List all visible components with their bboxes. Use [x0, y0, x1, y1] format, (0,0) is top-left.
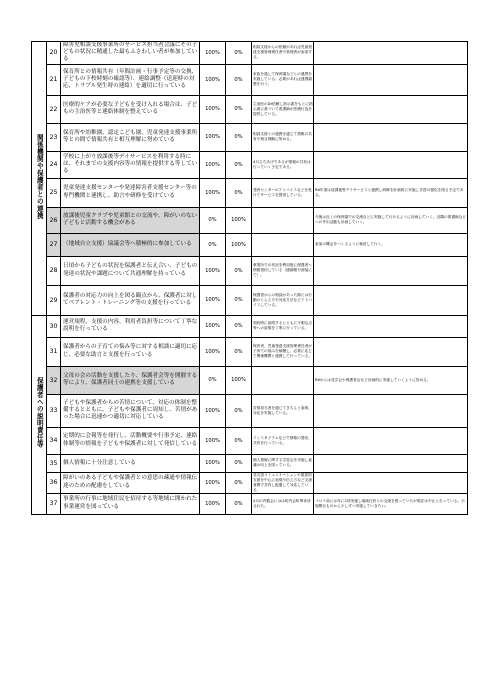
- item-text: 個人情報に十分注意している: [61, 454, 200, 472]
- yes-percent: 100%: [200, 337, 226, 366]
- no-percent: 0%: [226, 64, 252, 95]
- comment-text: [252, 207, 314, 233]
- row-number: 35: [47, 454, 61, 472]
- table-row: [32, 207, 468, 233]
- no-percent: 100%: [226, 366, 252, 394]
- self-evaluation-table: [31, 41, 468, 515]
- yes-percent: 100%: [200, 427, 226, 454]
- no-percent: 0%: [226, 256, 252, 285]
- item-text: 定期的に会報等を発行し、活動概要や行事予定、連絡体制等の情報を子どもや保護者に対して発信している: [61, 427, 200, 454]
- row-number: 21: [47, 64, 61, 95]
- item-text: 障がいのある子どもや保護者との意思の疎通や情報伝達のための配慮をしている: [61, 472, 200, 493]
- row-number: 20: [47, 42, 61, 65]
- improvement-plan: R6からは見学会や保護者会など計画的に実施していくように努める。: [314, 366, 468, 394]
- comment-text: 非言語コミュニケーションや視覚的支援を中心に表現や伝え方など支援者間で共有し配慮して対応している。: [253, 472, 312, 492]
- comment-text: 家族を通して保育園などとの連携を実施している。必要があれば連携調整を行う。: [252, 64, 314, 95]
- table-row: [32, 394, 468, 427]
- table-row: [32, 42, 468, 65]
- category-cell: [32, 315, 47, 514]
- improvement-plan: 参加の機会をつくるように検討して行く。: [314, 233, 468, 256]
- row-number: 30: [47, 315, 61, 337]
- table-row: [32, 64, 468, 95]
- item-text: 運営規程、支援の内容、利用者負担等について丁寧な説明を行っている: [61, 315, 200, 337]
- improvement-plan: [314, 394, 468, 427]
- yes-percent: 100%: [200, 42, 226, 65]
- comment-text: 相談支援との連携を通じて情報の共有や相互理解に努める。: [252, 123, 314, 151]
- category-label: 保護者への説明責任等: [35, 377, 44, 449]
- comment-text: 苦情担当者を通じてきちんと説明、対応を実施している。: [252, 394, 314, 427]
- item-text: （地域自立支援）協議会等へ積極的に参加している: [61, 233, 200, 256]
- comment-text: 4月立ちあげであるが情報の共有は行っていく予定である。: [252, 151, 314, 178]
- yes-percent: 0%: [200, 233, 226, 256]
- yes-percent: 100%: [200, 472, 226, 493]
- improvement-plan: [314, 123, 468, 151]
- row-number: 33: [47, 394, 61, 427]
- no-percent: 0%: [226, 42, 252, 65]
- improvement-plan: [314, 315, 468, 337]
- improvement-plan: [314, 256, 468, 285]
- table-row: [32, 233, 468, 256]
- table-row: [32, 256, 468, 285]
- yes-percent: 100%: [200, 178, 226, 207]
- no-percent: 0%: [226, 427, 252, 454]
- comment-text: [252, 366, 314, 394]
- table-row: [32, 315, 468, 337]
- yes-percent: 100%: [200, 454, 226, 472]
- row-number: 24: [47, 151, 61, 178]
- row-number: 28: [47, 256, 61, 285]
- category-label: 関係機関や保護者との連携: [35, 133, 44, 219]
- table-row: [32, 151, 468, 178]
- item-text: 保育所との情報共有（年間計画・行事予定等の交換、子どもの下校時刻の確認等）、連絡調整（送迎時の対応、トラブル発生時の連絡）を適切に行っている: [61, 64, 200, 95]
- no-percent: 100%: [226, 233, 252, 256]
- improvement-plan: [314, 427, 468, 454]
- no-percent: 0%: [226, 95, 252, 123]
- table-row: [32, 366, 468, 394]
- improvement-plan: [314, 337, 468, 366]
- comment-text: 個人情報に関する学習会を実施し意識の向上を図っている。: [252, 454, 314, 472]
- comment-text: 事業所での状況を利用後に保護者へ情報発信している（連絡帳や面接にて）。: [252, 256, 314, 285]
- improvement-plan: [314, 454, 468, 472]
- table-row: [32, 472, 468, 493]
- comment-text: 4月の内覧会にはは町内会町華来所された。: [252, 493, 314, 514]
- no-percent: 0%: [226, 315, 252, 337]
- table-row: [32, 285, 468, 315]
- table-row: [32, 95, 468, 123]
- no-percent: 0%: [226, 123, 252, 151]
- comment-text: 契約時に説明するとともに不明な点等への説明を丁寧に行っている。: [252, 315, 314, 337]
- yes-percent: 100%: [200, 151, 226, 178]
- table-row: [32, 493, 468, 514]
- row-number: 34: [47, 427, 61, 454]
- row-number: 25: [47, 178, 61, 207]
- yes-percent: 100%: [200, 64, 226, 95]
- item-text: 児童発達支援センターや発達障害者支援センター等の専門機関と連携し、助言や研修を受けている: [61, 178, 200, 207]
- no-percent: 0%: [226, 493, 252, 514]
- row-number: 26: [47, 207, 61, 233]
- yes-percent: 100%: [200, 123, 226, 151]
- table-row: [32, 178, 468, 207]
- item-text: 医療的ケアが必要な子どもを受け入れる場合は、子どもの主治医等と連絡体制を整えている: [61, 95, 200, 123]
- row-number: 37: [47, 493, 61, 514]
- improvement-plan: [314, 42, 468, 65]
- comment-text: 主治医のDr依頼し指示書をもとに指示書に基づいて看護師が医療行為を提供している。: [252, 95, 314, 123]
- comment-text: 相談支援からの依頼があれば児童発達支援管理責任者や管理者が参加する。: [252, 42, 314, 65]
- row-number: 32: [47, 366, 61, 394]
- item-text: 日頃から子どもの状況を保護者と伝え合い、子どもの発達の状況や課題について共通理解を持っている: [61, 256, 200, 285]
- no-percent: 0%: [226, 394, 252, 427]
- comment-text: インスタグラムなどで情報の発信、共有を行っている。: [252, 427, 314, 454]
- improvement-plan: [314, 285, 468, 315]
- row-number: 27: [47, 233, 61, 256]
- yes-percent: 100%: [200, 256, 226, 285]
- yes-percent: 0%: [200, 207, 226, 233]
- item-text: 放課後児童クラブや児童館との交流や、障がいのない子どもと活動する機会がある: [61, 207, 200, 233]
- table-row: [32, 337, 468, 366]
- no-percent: 100%: [226, 207, 252, 233]
- item-text: 事業所の行事に地域住民を招待する等地域に開かれた事業運営を図っている: [61, 493, 200, 514]
- item-text: 子どもや保護者からの苦情について、対応の体制を整備するとともに、子どもや保護者に周知し、苦情があった場合に迅速かつ適切に対応している: [61, 394, 200, 427]
- improvement-plan: R6年度は放課後等デイサービスと連携し研修を計画的に実施し学習の強化を図る予定である。: [314, 178, 468, 207]
- no-percent: 0%: [226, 337, 252, 366]
- item-text: 学校に上がり放課後等デイサービスを利用する時には、それまでの支援内容等の情報を提供する等している: [61, 151, 200, 178]
- item-text: 保護者からの子育ての悩み等に対する相談に適切に応じ、必要な助言と支援を行っている: [61, 337, 200, 366]
- yes-percent: 100%: [200, 285, 226, 315]
- item-text: 保育所や幼稚園、認定こども園、児童発達支援事業所等との間で情報共有と相互理解に努めている: [61, 123, 200, 151]
- no-percent: 0%: [226, 454, 252, 472]
- yes-percent: 100%: [200, 315, 226, 337]
- improvement-plan: 今後は近くの保育園での交流などに実施して行けるように計画していく。近隣の図書館などへの外出活動も計画していく。: [314, 207, 468, 233]
- yes-percent: 100%: [200, 95, 226, 123]
- item-text: 父母の会の活動を支援したり、保護者会等を開催する等により、保護者同士の連携を支援している: [61, 366, 200, 394]
- no-percent: 0%: [226, 472, 252, 493]
- table-row: [32, 427, 468, 454]
- row-number: 36: [47, 472, 61, 493]
- table-row: [32, 454, 468, 472]
- category-cell: [32, 42, 47, 316]
- comment-text: 発育センターのアドバイスなどを受けてサービスを提供している。: [252, 178, 314, 207]
- yes-percent: 100%: [200, 394, 226, 427]
- comment-text: [252, 233, 314, 256]
- row-number: 29: [47, 285, 61, 315]
- row-number: 31: [47, 337, 61, 366]
- no-percent: 0%: [226, 151, 252, 178]
- improvement-plan: [314, 95, 468, 123]
- yes-percent: 0%: [200, 366, 226, 394]
- improvement-plan: [314, 151, 468, 178]
- no-percent: 0%: [226, 285, 252, 315]
- no-percent: 0%: [226, 178, 252, 207]
- comment-text: 保育者、児童発達支援管理責任者が子育ての悩みを傾聴し、必要に応じて関係機関と連携して行っている。: [252, 337, 314, 366]
- yes-percent: 100%: [200, 493, 226, 514]
- comment-text: 保護者からの相談があった際には行動のとらえ方や対応方法などアドバイスしている。: [252, 285, 314, 315]
- improvement-plan: コロナ前には年に2回実施し地域住民との交流を図っていたが現在は中止となっている。小規模なものから少しずつ実施していきたい。: [314, 493, 468, 514]
- item-text: 障害児相談支援事業所のサービス担当者会議にその子どもの状況に精通した最もふさわしい者が参加している: [61, 42, 200, 65]
- table-row: [32, 123, 468, 151]
- improvement-plan: [314, 472, 468, 493]
- item-text: 保護者の対応力の向上を図る観点から、保護者に対してペアレント・トレーニング等の支援を行っている: [61, 285, 200, 315]
- row-number: 23: [47, 123, 61, 151]
- row-number: 22: [47, 95, 61, 123]
- improvement-plan: [314, 64, 468, 95]
